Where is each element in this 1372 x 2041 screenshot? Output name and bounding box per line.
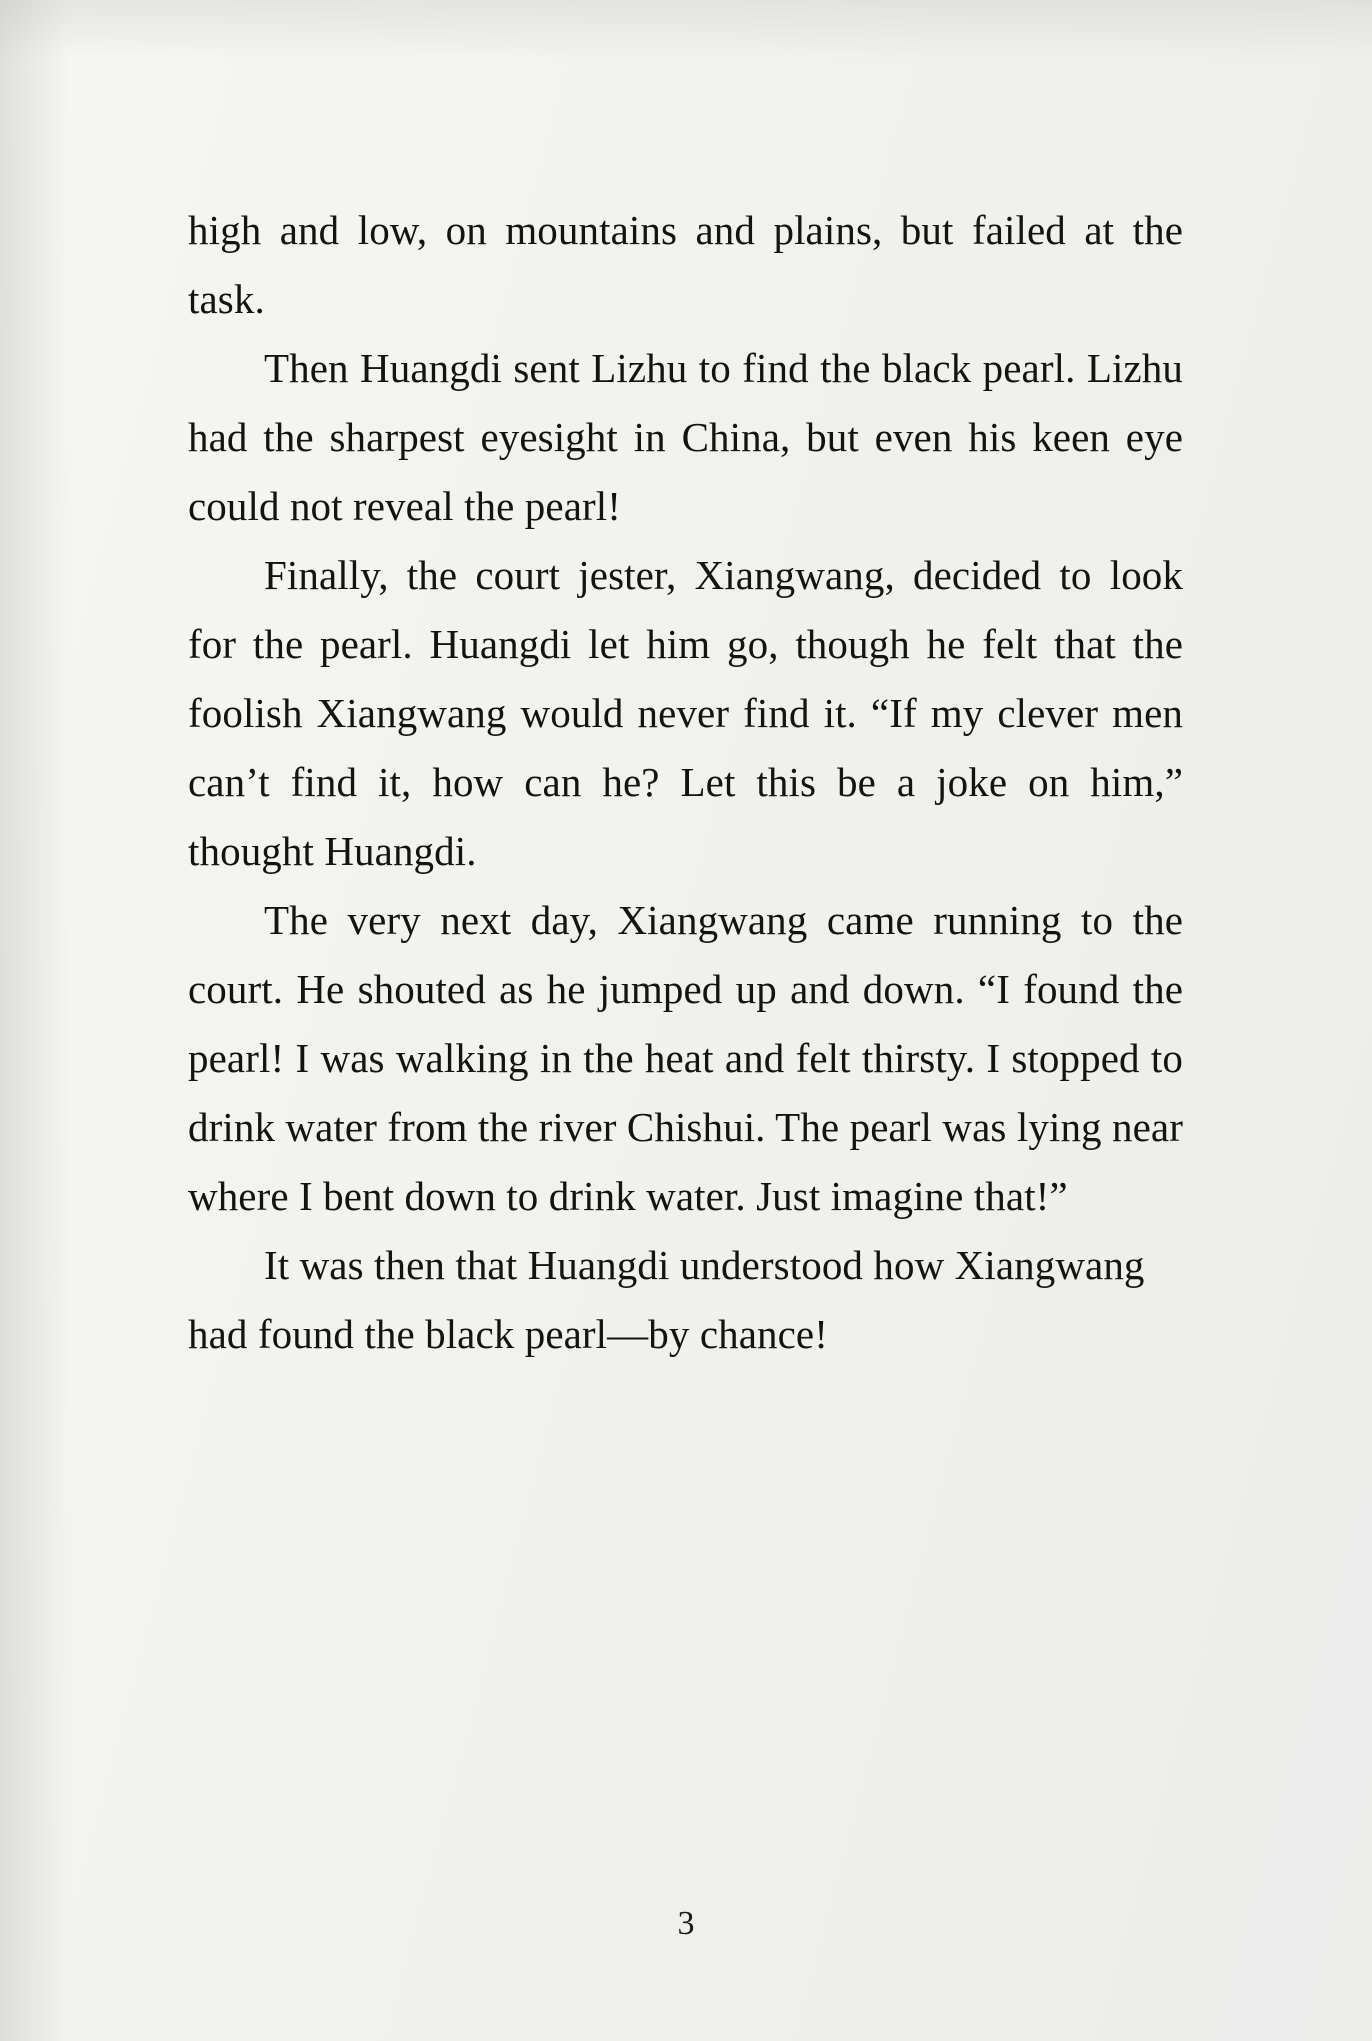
paragraph-2: Then Huangdi sent Lizhu to find the black pearl. Lizhu had the sharpest eyesight in China, but even his keen eye could not reveal the pearl! — [188, 345, 1183, 529]
page-top-shading — [0, 0, 1372, 60]
page-body-text — [188, 196, 1183, 1369]
paragraph-1: high and low, on mountains and plains, but failed at the task. — [188, 207, 1183, 322]
paragraph-3: Finally, the court jester, Xiangwang, decided to look for the pearl. Huangdi let him go, though he felt that the foolish Xiangwang would never find it. “If my clever men can’t find it, how can he? Let this be a joke on him,” thought Huangdi. — [188, 552, 1183, 874]
page-number: 3 — [677, 1905, 695, 1942]
paragraph-5: It was then that Huangdi understood how Xiangwang had found the black pearl—by chance! — [188, 1242, 1145, 1357]
paragraph-4: The very next day, Xiangwang came running to the court. He shouted as he jumped up and down. “I found the pearl! I was walking in the heat and felt thirsty. I stopped to drink water from the river Chishui. The pearl was lying near where I bent down to drink water. Just imagine that!” — [188, 897, 1183, 1219]
page-gutter-shading — [0, 0, 70, 2041]
